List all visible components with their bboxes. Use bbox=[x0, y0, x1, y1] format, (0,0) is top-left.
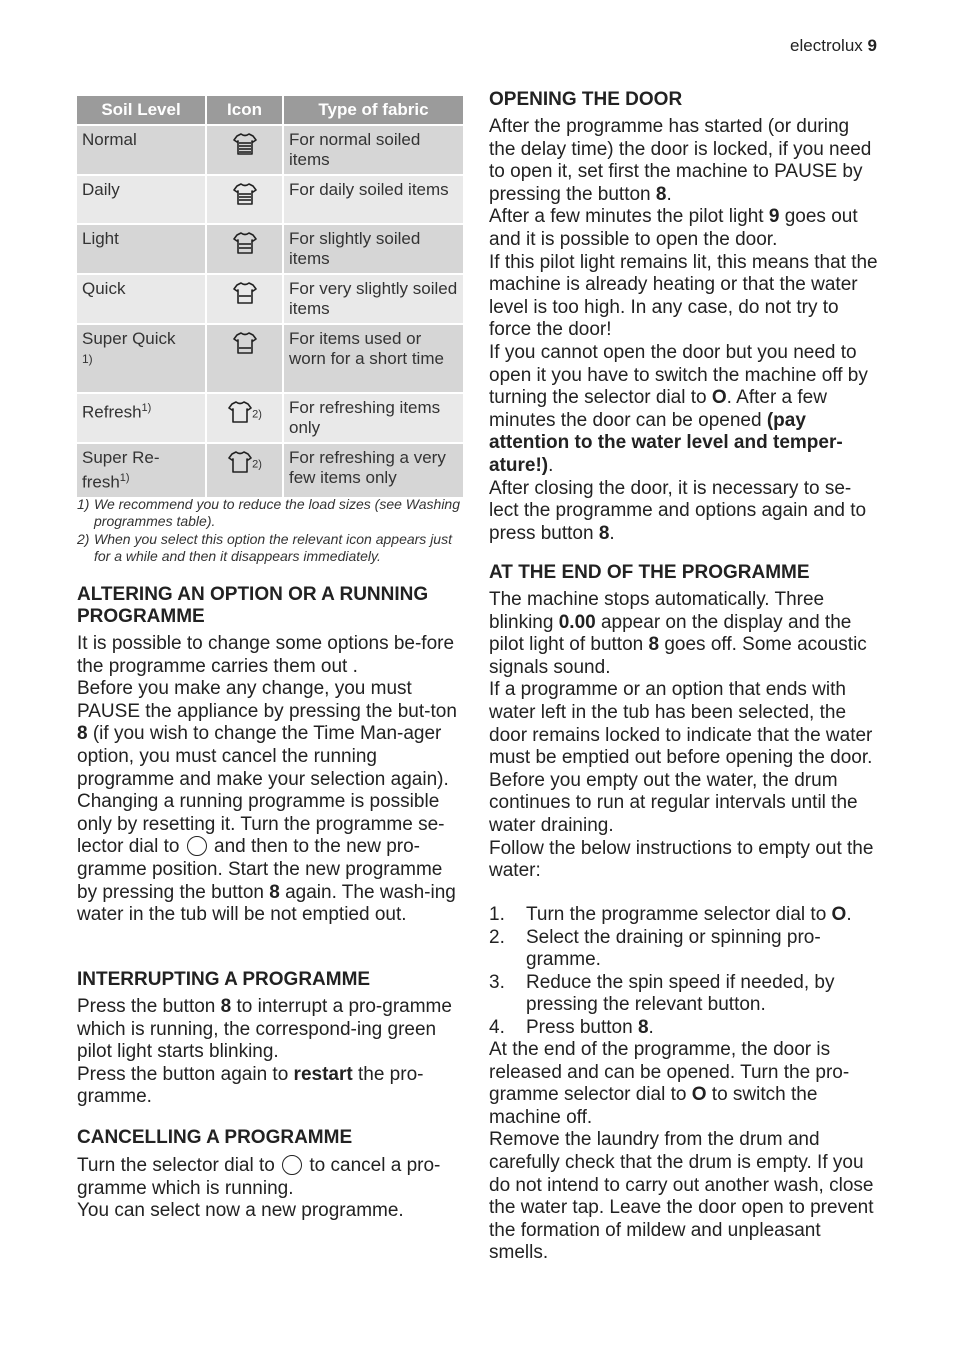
table-row bbox=[77, 124, 463, 174]
soil-level-cell bbox=[77, 174, 207, 223]
shirt-single-line-icon bbox=[233, 340, 257, 359]
section-body-opening-door bbox=[489, 116, 879, 545]
footnote-number: 2) bbox=[77, 531, 90, 547]
section-heading-opening-door: OPENING THE DOOR bbox=[489, 89, 683, 110]
list-item: 3. Reduce the spin speed if needed, by pressing the relevant button. bbox=[489, 971, 835, 1016]
table-row bbox=[77, 273, 463, 323]
paragraph: Before you make any change, you must PAUSE the appliance by pressing the but-ton 8 (if you wish to change the Time Man-ager option, you must cancel the running programme and make your selection again). bbox=[77, 678, 457, 790]
soil-level-label: Daily bbox=[82, 180, 120, 199]
shirt-empty-icon bbox=[228, 409, 252, 428]
icon-cell bbox=[207, 174, 284, 223]
paragraph: Follow the below instructions to empty out the water: bbox=[489, 837, 874, 882]
column-header-soil-level: Soil Level bbox=[77, 96, 207, 124]
icon-cell bbox=[207, 124, 284, 174]
paragraph: You can select now a new programme. bbox=[77, 1200, 404, 1222]
soil-level-table bbox=[77, 96, 463, 497]
paragraph: Press the button 8 to interrupt a pro-gramme which is running, the correspond-ing green pilot light starts blinking. bbox=[77, 996, 452, 1063]
fabric-type-cell: For daily soiled items bbox=[284, 174, 463, 223]
icon-cell bbox=[207, 223, 284, 273]
soil-level-label: Quick bbox=[82, 279, 126, 298]
footnote-text: When you select this option the relevant icon appears just for a while and then it disappears immediately. bbox=[94, 531, 452, 564]
table-row bbox=[77, 392, 463, 442]
section-body-cancelling bbox=[77, 1155, 463, 1223]
paragraph: Turn the selector dial to to cancel a pro-gramme which is running. bbox=[77, 1155, 441, 1199]
paragraph: After closing the door, it is necessary to se-lect the programme and options again and to press button 8. bbox=[489, 477, 867, 544]
paragraph: If you cannot open the door but you need to open it you have to switch the machine off by turning the selector dial to O. After a few minutes the door can be opened (pay attention to the water level and temper-ature!). bbox=[489, 341, 868, 476]
table-row bbox=[77, 223, 463, 273]
icon-cell bbox=[207, 323, 284, 392]
footnote-number: 1) bbox=[77, 496, 90, 512]
paragraph: Remove the laundry from the drum and carefully check that the drum is empty. If you do not intend to carry out another wash, close the water tap. Leave the door open to prevent the formation of mildew and unpleasant smells. bbox=[489, 1129, 874, 1264]
footnote-ref: 1) bbox=[82, 352, 93, 366]
column-header-icon: Icon bbox=[207, 96, 284, 124]
page-header bbox=[790, 36, 877, 56]
table-row bbox=[77, 323, 463, 392]
soil-level-cell bbox=[77, 273, 207, 323]
soil-level-cell bbox=[77, 392, 207, 442]
section-heading-cancelling: CANCELLING A PROGRAMME bbox=[77, 1127, 353, 1148]
icon-cell bbox=[207, 442, 284, 497]
icon-cell bbox=[207, 273, 284, 323]
section-body-interrupting bbox=[77, 996, 463, 1109]
footnote-1 bbox=[77, 496, 463, 530]
footnote-2 bbox=[77, 531, 463, 565]
dial-off-icon bbox=[282, 1155, 302, 1175]
paragraph: If a programme or an option that ends with water left in the tub has been selected, the door remains locked to indicate that the water must be emptied out before opening the door. bbox=[489, 679, 873, 769]
paragraph: After the programme has started (or during the delay time) the door is locked, if you need to open it, set first the machine to PAUSE by pressing the button 8. bbox=[489, 116, 872, 205]
drain-steps-list bbox=[489, 904, 879, 1040]
dial-off-icon bbox=[187, 836, 207, 856]
footnote-ref: 2) bbox=[252, 458, 262, 471]
list-item: 1. Turn the programme selector dial to O. bbox=[489, 904, 852, 925]
shirt-lines-icon bbox=[233, 290, 257, 309]
soil-level-label: Normal bbox=[82, 130, 137, 149]
fabric-type-cell: For refreshing a very few items only bbox=[284, 442, 463, 497]
table-body bbox=[77, 124, 463, 497]
paragraph: At the end of the programme, the door is released and can be opened. Turn the pro-gramme selector dial to O to switch the machine off. bbox=[489, 1039, 850, 1128]
footnote-ref: 1) bbox=[119, 472, 130, 484]
soil-level-label: Super Quick bbox=[82, 329, 176, 348]
soil-level-label: Super Re-fresh bbox=[82, 448, 160, 492]
footnote-ref: 2) bbox=[252, 408, 262, 421]
shirt-heavy-icon bbox=[233, 141, 257, 160]
page-number: 9 bbox=[867, 36, 877, 55]
icon-cell bbox=[207, 392, 284, 442]
section-heading-altering: ALTERING AN OPTION OR A RUNNING PROGRAMME bbox=[77, 584, 429, 627]
soil-level-label: Refresh bbox=[82, 402, 142, 422]
fabric-type-cell: For refreshing items only bbox=[284, 392, 463, 442]
shirt-light-icon bbox=[233, 240, 257, 259]
footnote-ref: 1) bbox=[141, 402, 152, 414]
soil-level-cell bbox=[77, 124, 207, 174]
table-header-row bbox=[77, 96, 463, 124]
soil-level-label: Light bbox=[82, 229, 119, 248]
fabric-type-cell: For very slightly soiled items bbox=[284, 273, 463, 323]
table-row bbox=[77, 442, 463, 497]
table-row bbox=[77, 174, 463, 223]
list-item: 2. Select the draining or spinning pro-gramme. bbox=[489, 926, 821, 971]
footnote-text: We recommend you to reduce the load sizes (see Washing programmes table). bbox=[94, 496, 461, 529]
paragraph: Press the button again to restart the pro-gramme. bbox=[77, 1063, 424, 1108]
section-body-altering bbox=[77, 633, 463, 927]
soil-level-cell bbox=[77, 442, 207, 497]
paragraph: The machine stops automatically. Three blinking 0.00 appear on the display and the pilot light of button 8 goes off. Some acoustic signals sound. bbox=[489, 589, 867, 678]
brand-name: electrolux bbox=[790, 36, 863, 55]
fabric-type-cell: For normal soiled items bbox=[284, 124, 463, 174]
soil-level-cell bbox=[77, 323, 207, 392]
list-item: 4. Press button 8. bbox=[489, 1016, 654, 1038]
fabric-type-cell: For items used or worn for a short time bbox=[284, 323, 463, 392]
paragraph: After a few minutes the pilot light 9 goes out and it is possible to open the door. bbox=[489, 206, 858, 250]
shirt-empty-icon bbox=[228, 459, 252, 478]
paragraph: If this pilot light remains lit, this means that the machine is already heating or that the water level is too high. In any case, do not try to force the door! bbox=[489, 251, 878, 341]
fabric-type-cell: For slightly soiled items bbox=[284, 223, 463, 273]
section-body-end-closing bbox=[489, 1039, 879, 1265]
section-heading-end-of-programme: AT THE END OF THE PROGRAMME bbox=[489, 562, 810, 583]
column-header-fabric: Type of fabric bbox=[284, 96, 463, 124]
paragraph: It is possible to change some options be-fore the programme carries them out . bbox=[77, 633, 455, 677]
paragraph: Before you empty out the water, the drum continues to run at regular intervals until the water draining. bbox=[489, 769, 858, 836]
section-body-end-of-programme bbox=[489, 589, 879, 883]
shirt-medium-icon bbox=[233, 191, 257, 210]
soil-level-cell bbox=[77, 223, 207, 273]
paragraph: Changing a running programme is possible only by resetting it. Turn the programme se-lector dial to and then to the new pro-gramme position. Start the new programme by pressing the button 8 again. The wash-ing water in the tub will be not emptied out. bbox=[77, 791, 456, 926]
section-heading-interrupting: INTERRUPTING A PROGRAMME bbox=[77, 969, 371, 990]
